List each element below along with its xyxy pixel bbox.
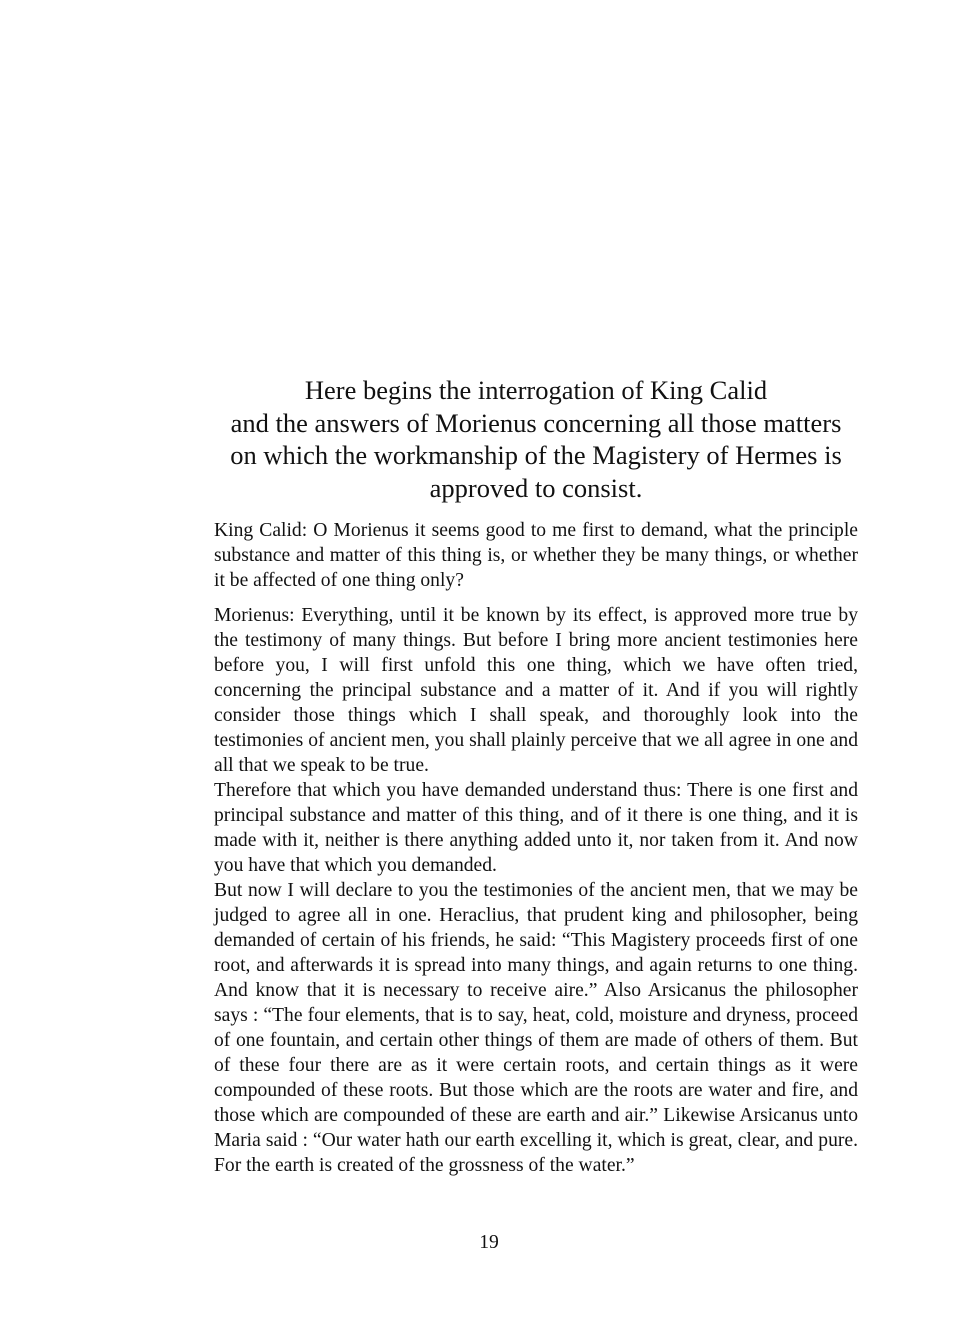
chapter-title (214, 374, 858, 504)
paragraph-ancient-testimonies: But now I will declare to you the testimonies of the ancient men, that we may be judged to agree all in one. Heraclius, that prudent king and philosopher, being demanded of certain of his friends, he said: “This Magistery proceeds first of one root, and afterwards it is spread into many things, and again returns to one thing. And know that it is necessary to receive aire.” Also Arsicanus the philosopher says : “The four elements, that is to say, heat, cold, moisture and dryness, proceed of one fountain, and certain other things of them are made of others of them. But of these four there are as it were certain roots, and certain things as it were compounded of these roots. But those which are the roots are water and fire, and those which are compounded of these are earth and air.” Likewise Arsicanus unto Maria said : “Our water hath our earth excelling it, which is great, clear, and pure. For the earth is created of the grossness of the water.” (214, 880, 858, 1176)
chapter-title-line: Here begins the interrogation of King Calid (304, 375, 768, 405)
chapter-title-line: approved to consist. (429, 472, 643, 503)
chapter-title-line: and the answers of Morienus concerning all those matters (230, 407, 842, 438)
page-number: 19 (479, 1232, 499, 1253)
chapter-title-line: on which the workmanship of the Magistery of Hermes is (230, 440, 842, 470)
paragraph-king-calid-question: King Calid: O Morienus it seems good to me first to demand, what the principle substance and matter of this thing is, or whether they be many things, or whether it be affected of one thing only? (214, 520, 858, 591)
page-body (214, 374, 858, 1178)
paragraph-principal-substance: Therefore that which you have demanded understand thus: There is one first and principal substance and matter of this thing, and of it there is one thing, and it is made with it, neither is there anything added unto it, nor taken from it. And now you have that which you demanded. (214, 780, 858, 876)
paragraph-morienus-answer: Morienus: Everything, until it be known by its effect, is approved more true by the testimony of many things. But before I bring more ancient testimonies here before you, I will first unfold this one thing, which we have often tried, concerning the principal substance and a matter of it. And if you will rightly consider those things which I shall speak, and thoroughly look into the testimonies of ancient men, you shall plainly perceive that we all agree in one and all that we speak to be true. (214, 605, 858, 776)
